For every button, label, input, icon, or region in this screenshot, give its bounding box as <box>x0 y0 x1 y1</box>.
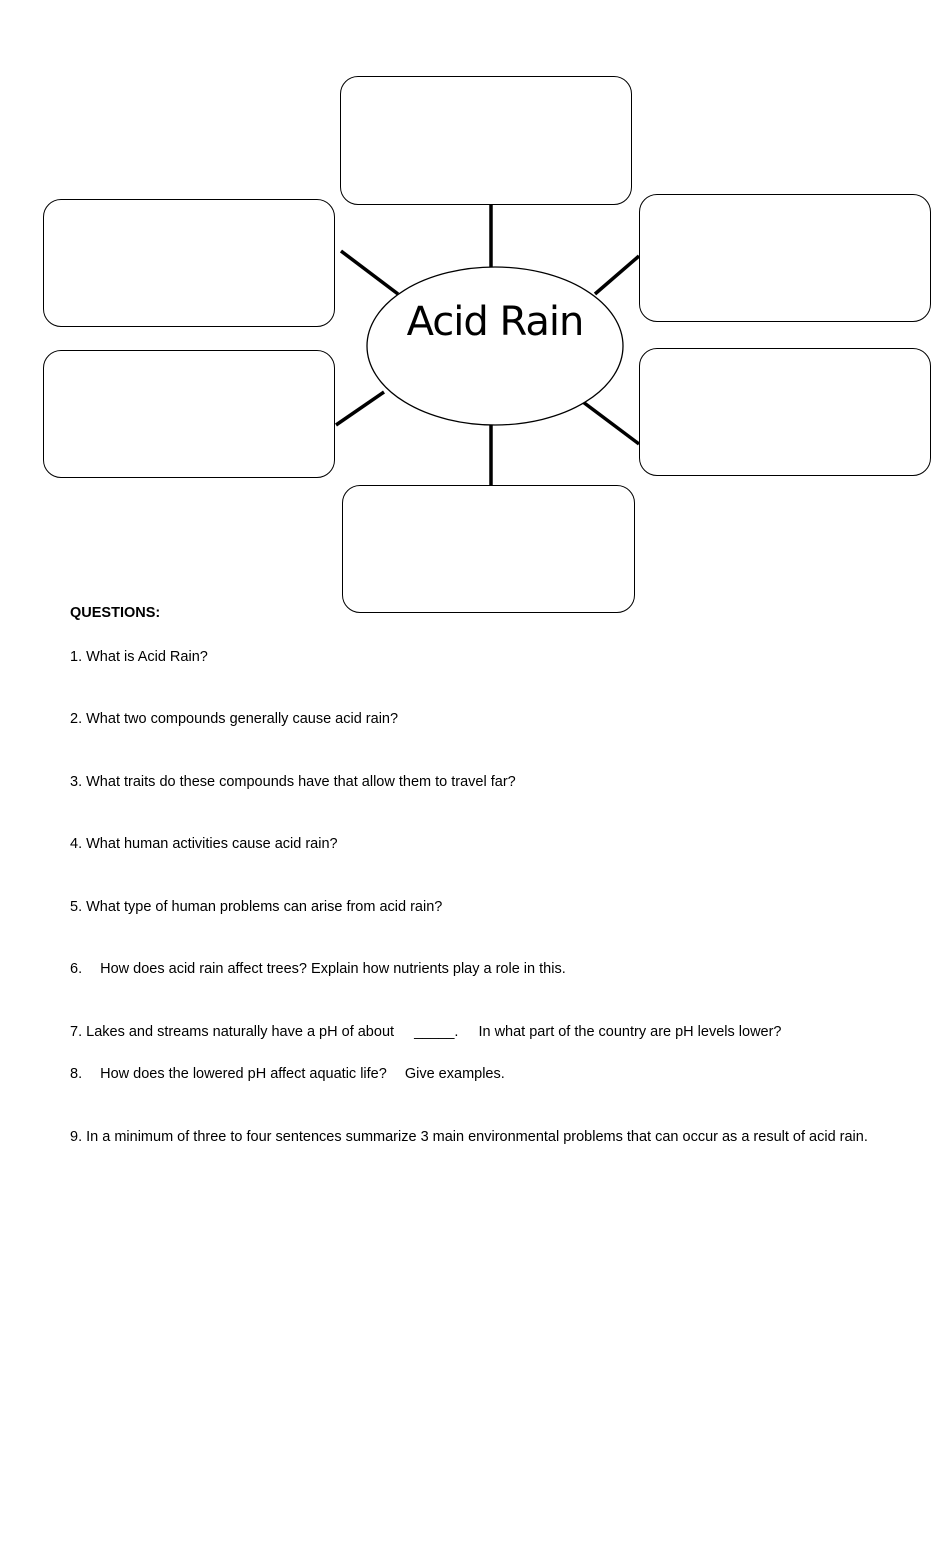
question-text-part-b: Give examples. <box>404 1066 505 1082</box>
question-text-part-a: How does the lowered pH affect aquatic life? <box>100 1066 387 1082</box>
question-5 <box>70 897 910 917</box>
answer-box-upper-left[interactable] <box>43 199 335 327</box>
connector-upper-right <box>595 256 639 294</box>
question-text: What type of human problems can arise from acid rain? <box>86 899 443 915</box>
answer-box-upper-right[interactable] <box>639 194 931 322</box>
question-text-part-a: Lakes and streams naturally have a pH of about <box>86 1024 395 1040</box>
question-text: In a minimum of three to four sentences summarize 3 main environmental problems that can occur as a result of acid rain. <box>86 1129 868 1145</box>
center-topic-label: Acid Rain <box>406 299 584 345</box>
question-number: 8. <box>70 1066 83 1082</box>
question-number: 2. <box>70 711 83 727</box>
question-number: 7. <box>70 1024 83 1040</box>
question-7 <box>70 1022 910 1042</box>
question-number: 5. <box>70 899 83 915</box>
question-2 <box>70 709 910 729</box>
question-text: What human activities cause acid rain? <box>86 836 338 852</box>
questions-heading: QUESTIONS: <box>70 605 161 621</box>
connector-lower-left <box>336 392 384 425</box>
question-8 <box>70 1064 910 1084</box>
question-text: What is Acid Rain? <box>86 649 208 665</box>
connector-lower-right <box>583 402 639 444</box>
question-number: 9. <box>70 1129 83 1145</box>
question-number: 4. <box>70 836 83 852</box>
answer-box-top[interactable] <box>340 76 632 205</box>
question-number: 1. <box>70 649 83 665</box>
question-number: 6. <box>70 961 83 977</box>
question-1 <box>70 647 910 667</box>
question-3 <box>70 772 910 792</box>
question-number: 3. <box>70 774 83 790</box>
question-text-part-b: In what part of the country are pH levels lower? <box>478 1024 782 1040</box>
answer-box-lower-right[interactable] <box>639 348 931 476</box>
answer-box-lower-left[interactable] <box>43 350 335 478</box>
question-text: How does acid rain affect trees? Explain how nutrients play a role in this. <box>100 961 566 977</box>
fill-in-blank[interactable]: _____. <box>414 1024 459 1040</box>
question-text: What traits do these compounds have that allow them to travel far? <box>86 774 516 790</box>
answer-box-bottom[interactable] <box>342 485 635 613</box>
question-4 <box>70 834 910 854</box>
question-text: What two compounds generally cause acid rain? <box>86 711 399 727</box>
question-6 <box>70 959 910 979</box>
connector-upper-left <box>341 251 398 294</box>
question-9 <box>70 1127 910 1147</box>
